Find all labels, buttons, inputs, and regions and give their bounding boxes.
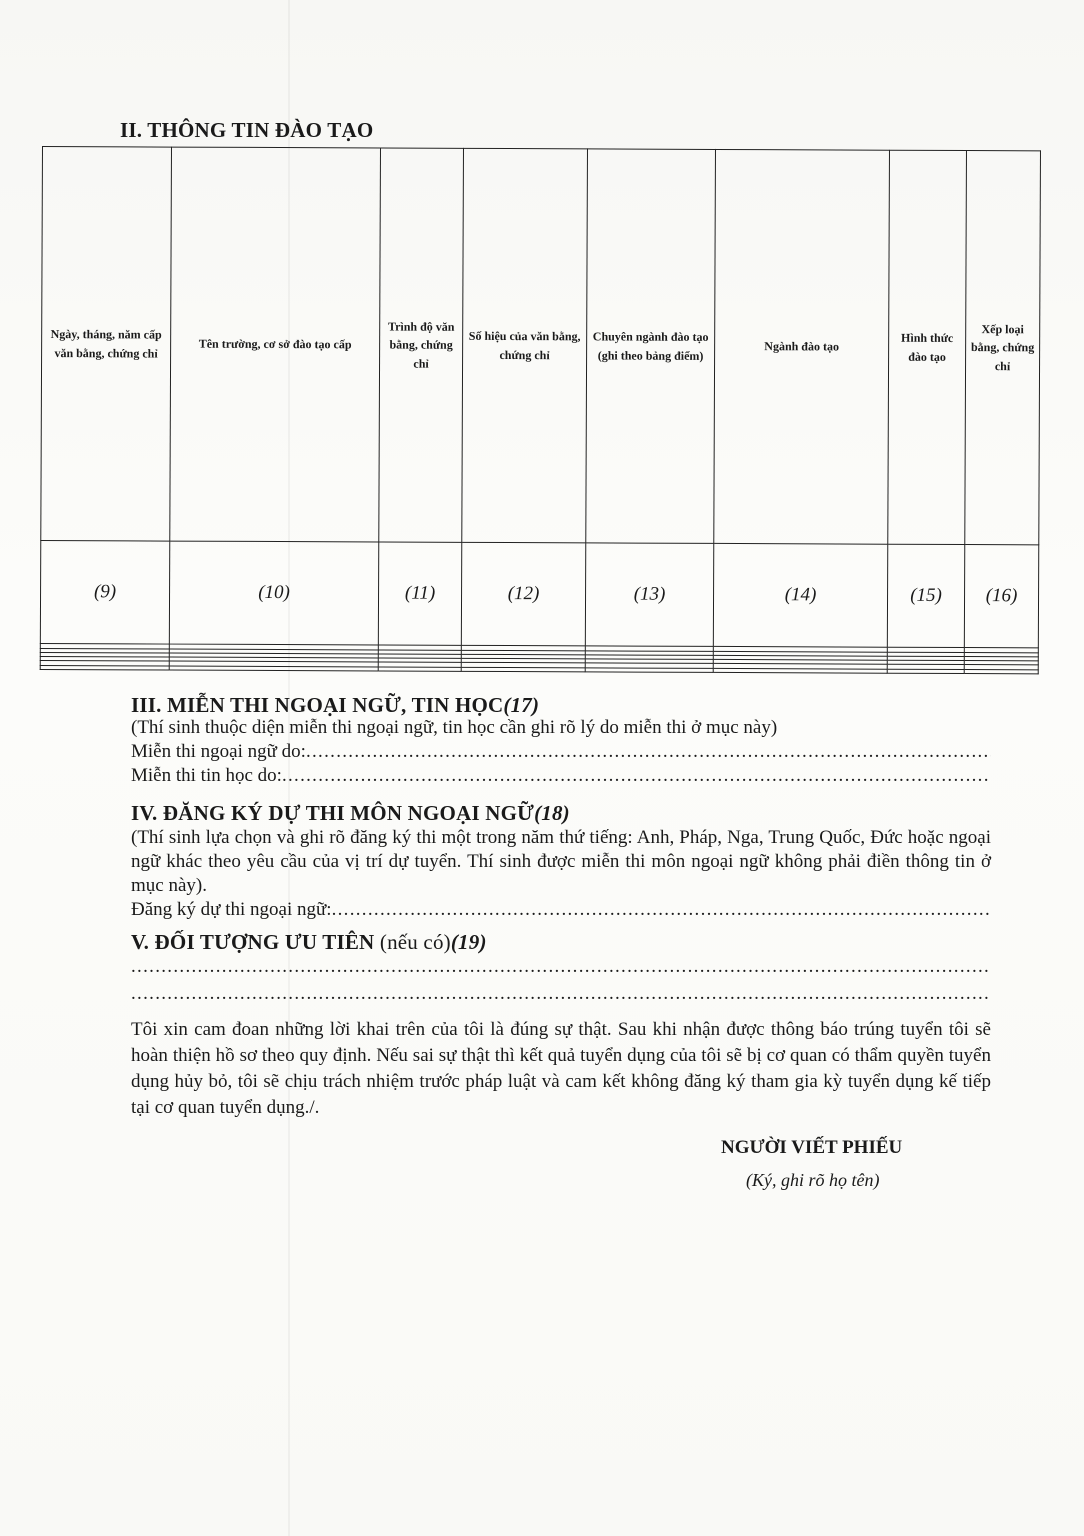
section-3-note: (17) <box>503 693 540 717</box>
column-number: (12) <box>461 543 585 646</box>
table-cell[interactable] <box>461 667 585 672</box>
column-header: Tên trường, cơ sở đào tạo cấp <box>170 147 381 542</box>
table-cell[interactable] <box>378 667 461 672</box>
section-5-note: (19) <box>450 930 487 954</box>
column-number-row <box>40 541 1038 648</box>
section-5-suffix: (nếu có) <box>374 930 451 954</box>
foreign-language-registration-label: Đăng ký dự thi ngoại ngữ: <box>131 899 332 920</box>
pledge-paragraph: Tôi xin cam đoan những lời khai trên của tôi là đúng sự thật. Sau khi nhận được thông báo trúng tuyển tôi sẽ hoàn thiện hồ sơ theo quy định. Nếu sai sự thật thì kết quả tuyển dụng của tôi sẽ bị cơ quan có thẩm quyền tuyển dụng hủy bỏ, tôi sẽ chịu trách nhiệm trước pháp luật và cam kết không đăng ký tham gia kỳ tuyển dụng kế tiếp tại cơ quan tuyển dụng./. <box>131 1019 991 1118</box>
section-5-title-text: V. ĐỐI TƯỢNG ƯU TIÊN <box>131 930 375 954</box>
section-4-note: (18) <box>534 801 570 825</box>
table-cell[interactable] <box>713 668 887 673</box>
signer-note: (Ký, ghi rõ họ tên) <box>746 1170 880 1190</box>
it-exemption-label: Miễn thi tin học do: <box>131 765 282 786</box>
table-cell[interactable] <box>40 665 169 670</box>
signer-title: NGƯỜI VIẾT PHIẾU <box>721 1137 903 1158</box>
dotted-fill-line <box>332 898 991 922</box>
column-number: (10) <box>169 541 378 645</box>
dotted-fill-line <box>131 982 991 1006</box>
table-cell[interactable] <box>887 669 964 674</box>
section-3-body <box>131 716 991 788</box>
section-5-title <box>131 930 487 955</box>
section-4-body <box>131 818 991 922</box>
section-4-instruction: (Thí sinh lựa chọn và ghi rõ đăng ký thi một trong năm thứ tiếng: Anh, Pháp, Nga, Trung Quốc, Đức hoặc ngoại ngữ khác theo yêu cầu của vị trí dự tuyển. Thí sinh được miễn thi môn ngoại ngữ không phải điền thông tin ở mục này). <box>131 827 991 896</box>
section-3-instruction: (Thí sinh thuộc diện miễn thi ngoại ngữ, tin học cần ghi rõ lý do miễn thi ở mục này) <box>131 717 778 738</box>
column-number: (11) <box>378 542 461 645</box>
foreign-language-registration-field[interactable] <box>131 898 991 922</box>
dotted-fill-line <box>306 740 991 764</box>
table-cell[interactable] <box>964 669 1038 674</box>
dotted-fill-line <box>282 764 991 788</box>
column-number: (16) <box>964 545 1038 648</box>
section-5-body <box>131 955 991 1006</box>
section-3-title <box>131 693 539 718</box>
training-table-wrap <box>40 146 1040 674</box>
column-header: Chuyên ngành đào tạo (ghi theo bảng điểm) <box>586 149 716 544</box>
column-header: Hình thức đào tạo <box>888 150 967 545</box>
it-exemption-field[interactable] <box>131 764 991 788</box>
table-header-row <box>41 147 1041 546</box>
column-header: Số hiệu của văn bằng, chứng chỉ <box>462 148 588 543</box>
table-cell[interactable] <box>169 666 378 671</box>
column-number: (14) <box>713 544 887 648</box>
training-table <box>40 146 1041 674</box>
column-header: Xếp loại bằng, chứng chỉ <box>965 151 1041 546</box>
column-number: (15) <box>887 545 964 648</box>
priority-field-line-2[interactable] <box>131 982 991 1006</box>
section-3-title-text: III. MIỄN THI NGOẠI NGỮ, TIN HỌC <box>131 693 504 717</box>
column-header: Ngành đào tạo <box>714 149 890 544</box>
section-4-title-text: IV. ĐĂNG KÝ DỰ THI MÔN NGOẠI NGỮ <box>131 801 535 825</box>
language-exemption-label: Miễn thi ngoại ngữ do: <box>131 741 306 762</box>
section-2-title: II. THÔNG TIN ĐÀO TẠO <box>120 118 374 142</box>
dotted-fill-line <box>131 955 991 979</box>
priority-field-line-1[interactable] <box>131 955 991 979</box>
column-header: Trình độ văn bằng, chứng chỉ <box>379 148 464 543</box>
column-number: (13) <box>585 543 713 646</box>
column-header: Ngày, tháng, năm cấp văn bằng, chứng chỉ <box>41 147 172 542</box>
table-cell[interactable] <box>585 668 713 673</box>
language-exemption-field[interactable] <box>131 740 991 764</box>
column-number: (9) <box>40 541 169 644</box>
